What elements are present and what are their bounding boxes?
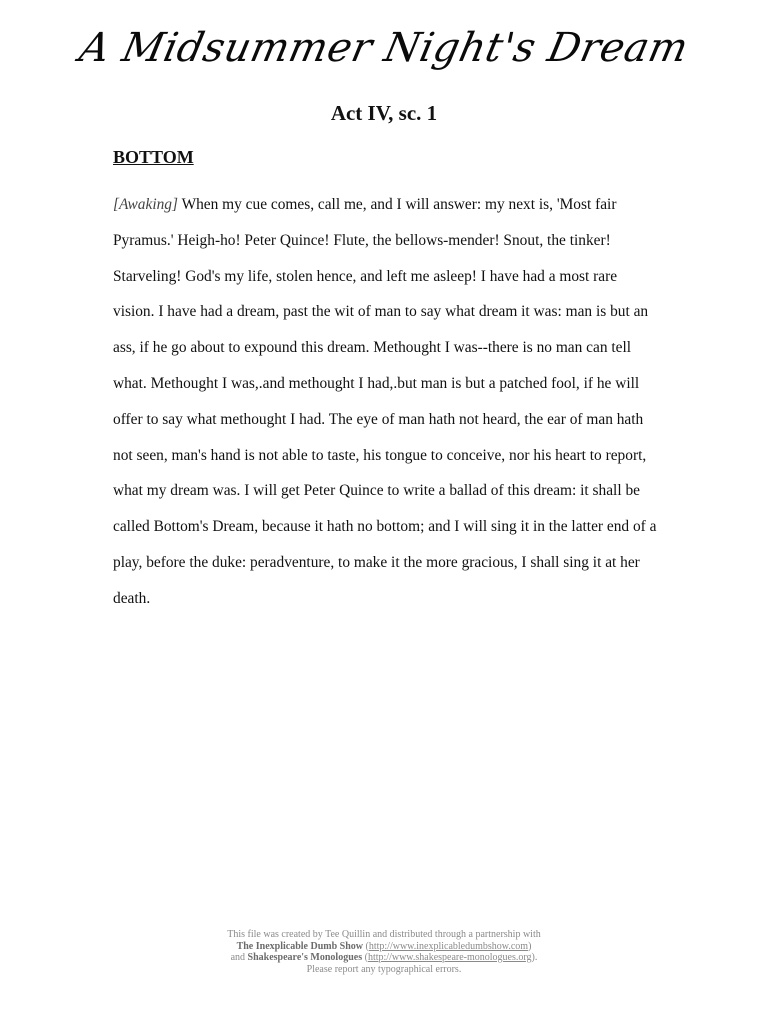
credits-line: This file was created by Tee Quillin and distributed through a partnership with bbox=[227, 929, 541, 940]
credits-footer bbox=[0, 929, 768, 975]
site-2-name: Shakespeare's Monologues bbox=[247, 952, 363, 963]
credits-site-2: and Shakespeare's Monologues (http://www.shakespeare-monologues.org). bbox=[230, 952, 538, 963]
site-1-link[interactable]: http://www.inexplicabledumbshow.com bbox=[368, 940, 529, 952]
stage-direction: [Awaking] bbox=[113, 196, 178, 213]
speech-body: When my cue comes, call me, and I will answer: my next is, 'Most fair Pyramus.' Heigh-ho! Peter Quince! Flute, the bellows-mender! Snout, the tinker! Starveling! God's my life, stolen hence, and left me asleep! I have had a most rare vision. I have had a dream, past the wit of man to say what dream it was: man is but an ass, if he go about to expound this dream. Methought I was--there is no man can tell what. Methought I was,.and methought I had,.but man is but a patched fool, if he will offer to say what methought I had. The eye of man hath not heard, the ear of man hath not seen, man's hand is not able to taste, his tongue to conceive, nor his heart to report, what my dream was. I will get Peter Quince to write a ballad of this dream: it shall be called Bottom's Dream, because it hath no bottom; and I will sing it in the latter end of a play, before the duke: peradventure, to make it the more gracious, I shall sing it at her death. bbox=[113, 196, 657, 607]
errors-notice: Please report any typographical errors. bbox=[306, 963, 462, 975]
credits-site-1: The Inexplicable Dumb Show (http://www.inexplicabledumbshow.com) bbox=[236, 940, 532, 952]
speaker-name: BOTTOM bbox=[113, 147, 194, 167]
monologue-text bbox=[113, 187, 661, 617]
play-title: A Midsummer Night's Dream bbox=[75, 25, 693, 71]
scene-heading: Act IV, sc. 1 bbox=[330, 101, 438, 125]
and-text: and bbox=[230, 952, 246, 963]
site-1-name: The Inexplicable Dumb Show bbox=[236, 940, 363, 952]
site-2-link[interactable]: http://www.shakespeare-monologues.org bbox=[367, 952, 532, 963]
